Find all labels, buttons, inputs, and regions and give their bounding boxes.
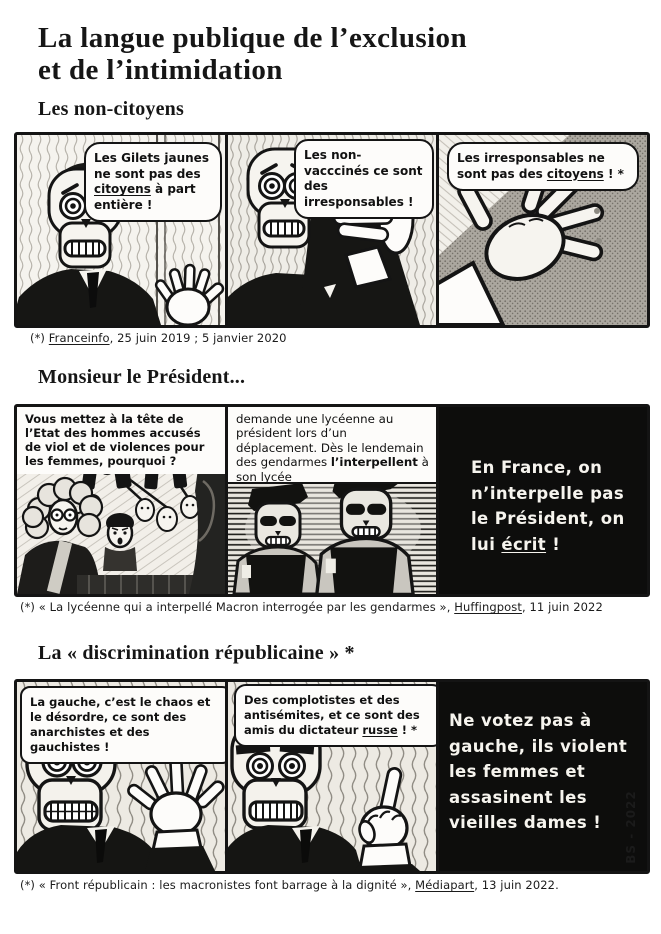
narration-box bbox=[228, 407, 436, 484]
caption-text: , 25 juin 2019 ; 5 janvier 2020 bbox=[109, 331, 287, 345]
comic-panel bbox=[225, 407, 436, 594]
narration-text: Vous mettez à la tête de l’Etat des hommes accusés de viol et de violences pour les femmes, pourquoi ? bbox=[25, 412, 205, 469]
caption-text: , 11 juin 2022 bbox=[521, 600, 603, 614]
caption-text: (*) bbox=[30, 331, 49, 345]
caption-text: (*) « La lycéenne qui a interpellé Macron interrogée par les gendarmes », bbox=[20, 600, 455, 614]
bubble-text: Les non-vacccinés ce sont des irresponsables ! bbox=[304, 148, 423, 209]
bubble-text: La gauche, c’est le chaos et le désordre, ce sont des anarchistes et des gauchistes ! bbox=[30, 695, 211, 754]
section-heading-discrimination: La « discrimination républicaine » * bbox=[38, 642, 355, 664]
caption-source-underlined: Franceinfo bbox=[48, 331, 110, 345]
bubble-text: Les irresponsables ne sont pas des bbox=[457, 151, 605, 181]
comic-panel bbox=[17, 407, 225, 594]
source-caption bbox=[20, 600, 603, 614]
bubble-text: à part entière ! bbox=[94, 182, 196, 212]
statement-text-underlined: écrit bbox=[501, 534, 547, 554]
comic-panel bbox=[225, 682, 436, 871]
caption-source-underlined: Huffingpost bbox=[454, 600, 522, 614]
comic-panel bbox=[17, 135, 225, 325]
bubble-text: Les Gilets jaunes ne sont pas des bbox=[94, 151, 209, 181]
caption-source-underlined: Médiapart bbox=[415, 878, 475, 892]
statement-text: ! bbox=[546, 534, 561, 554]
bubble-text: ! * bbox=[397, 722, 418, 737]
section-heading-non-citoyens: Les non-citoyens bbox=[38, 98, 184, 120]
section-heading-president: Monsieur le Président... bbox=[38, 366, 246, 388]
statement-text: En France, on n’interpelle pas le Président, on lui bbox=[471, 458, 625, 554]
speech-bubble bbox=[234, 684, 436, 747]
comic-strip-president bbox=[14, 404, 650, 597]
page-title bbox=[38, 22, 467, 87]
black-statement-panel bbox=[439, 682, 647, 871]
narration-box bbox=[17, 407, 225, 474]
comic-strip-non-citoyens bbox=[14, 132, 650, 328]
narration-text: demande une lycéenne au président lors d’un déplacement. Dès le lendemain des gendarmes bbox=[236, 412, 424, 470]
statement-text: Ne votez pas à gauche, ils violent les femmes et assasinent les vieilles dames ! bbox=[449, 711, 628, 833]
comic-panel bbox=[436, 407, 647, 594]
bubble-text-underlined: russe bbox=[362, 722, 398, 737]
speech-bubble bbox=[84, 142, 222, 222]
caption-text: (*) « Front républicain : les macronistes font barrage à la dignité », bbox=[20, 878, 416, 892]
narration-text: à son lycée bbox=[236, 455, 429, 484]
source-caption bbox=[20, 878, 559, 892]
speech-bubble bbox=[20, 686, 225, 764]
black-panel-text bbox=[471, 455, 633, 557]
narration-text-bold: l’interpellent bbox=[330, 455, 418, 470]
comic-panel bbox=[436, 135, 647, 325]
bubble-text-underlined: citoyens bbox=[546, 166, 604, 181]
black-panel-text bbox=[449, 708, 647, 836]
source-caption bbox=[30, 331, 287, 345]
black-statement-panel bbox=[439, 407, 647, 594]
speech-bubble bbox=[294, 139, 434, 219]
comic-panel bbox=[436, 682, 647, 871]
caption-text: , 13 juin 2022. bbox=[474, 878, 559, 892]
comic-panel bbox=[225, 135, 436, 325]
bubble-text: Des complotistes et des antisémites, et ce sont des amis du dictateur bbox=[244, 693, 420, 737]
comic-panel bbox=[17, 682, 225, 871]
artist-signature: BS - 2022 bbox=[624, 790, 638, 864]
bubble-text-underlined: citoyens bbox=[94, 182, 151, 197]
page-title-line2: et de l’intimidation bbox=[38, 54, 283, 87]
comic-strip-discrimination bbox=[14, 679, 650, 874]
speech-bubble bbox=[447, 142, 639, 191]
page-title-line1: La langue publique de l’exclusion bbox=[38, 22, 467, 54]
bubble-text: ! * bbox=[603, 166, 624, 181]
